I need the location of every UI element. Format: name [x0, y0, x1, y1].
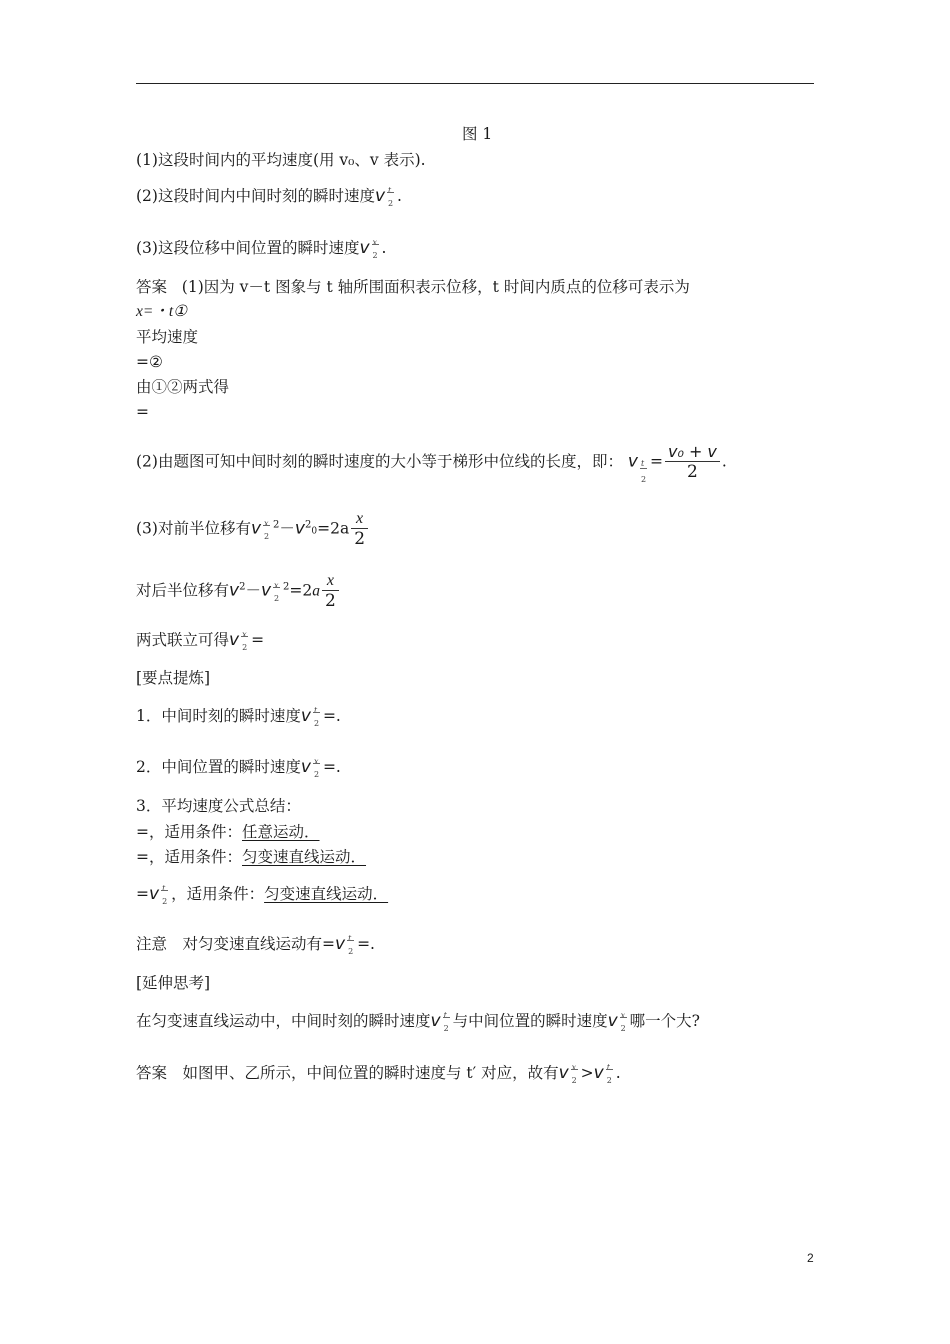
summary-heading: [要点提炼]: [136, 669, 211, 687]
page-number: 2: [807, 1251, 814, 1265]
question-3: (3)这段位移中间位置的瞬时速度v x 2 .: [136, 238, 387, 260]
extension-answer: 答案 如图甲、乙所示，中间位置的瞬时速度与 t′ 对应，故有v x 2 >v t 2 .: [136, 1063, 621, 1085]
answer-1-line-d: =②: [136, 353, 163, 371]
figure-caption: 图 1: [462, 125, 493, 143]
header-rule: [136, 83, 814, 84]
question-2: (2)这段时间内中间时刻的瞬时速度v t 2 .: [136, 186, 402, 208]
note: 注意 对匀变速直线运动有=v t 2 =.: [136, 934, 375, 956]
answer-2: (2)由题图可知中间时刻的瞬时速度的大小等于梯形中位线的长度，即： v $\frac{t}{2}$ = $\frac{\text{v₀ + v}}{2}$ .: [136, 442, 727, 484]
summary-item-3: 3．平均速度公式总结：: [136, 797, 301, 815]
midpoint-fraction: $\frac{\text{v₀ + v}}{2}$: [665, 443, 720, 482]
answer-1-line-e: 由①②两式得: [136, 378, 230, 396]
answer-1-line-c: 平均速度: [136, 328, 199, 346]
extension-heading: [延伸思考]: [136, 974, 211, 992]
answer-3-line-c: 两式联立可得v x 2 =: [136, 630, 265, 652]
condition-uniform-accel-2: 匀变速直线运动．: [264, 885, 389, 903]
condition-uniform-accel: 匀变速直线运动．: [242, 848, 367, 866]
summary-item-2: 2．中间位置的瞬时速度v x 2 =.: [136, 757, 341, 779]
formula-uniform-average: =，适用条件：匀变速直线运动．: [136, 848, 367, 866]
summary-item-1: 1．中间时刻的瞬时速度v t 2 =.: [136, 706, 341, 728]
answer-1-line-f: =: [136, 403, 149, 421]
answer-1-line-b: x=・t①: [136, 303, 188, 320]
answer-3-line-a: (3)对前半位移有v x 2 $^2-v^20=2a$ $\frac{x}{2}$: [136, 510, 370, 549]
condition-any-motion: 任意运动．: [242, 823, 320, 841]
extension-question: 在匀变速直线运动中，中间时刻的瞬时速度v t 2 与中间位置的瞬时速度v x 2 哪一个大?: [136, 1011, 700, 1033]
question-1: (1)这段时间内的平均速度(用 v₀、v 表示).: [136, 151, 426, 169]
answer-3-line-b: 对后半位移有$v^2-v$ x 2 $^2$=2a $\frac{x}{2}$: [136, 572, 341, 611]
formula-midtime: =v t 2 ，适用条件：匀变速直线运动．: [136, 884, 389, 906]
formula-general: =，适用条件：任意运动．: [136, 823, 320, 841]
answer-1-line-a: 答案 (1)因为 v－t 图象与 t 轴所围面积表示位移，t 时间内质点的位移可表示为: [136, 278, 690, 296]
